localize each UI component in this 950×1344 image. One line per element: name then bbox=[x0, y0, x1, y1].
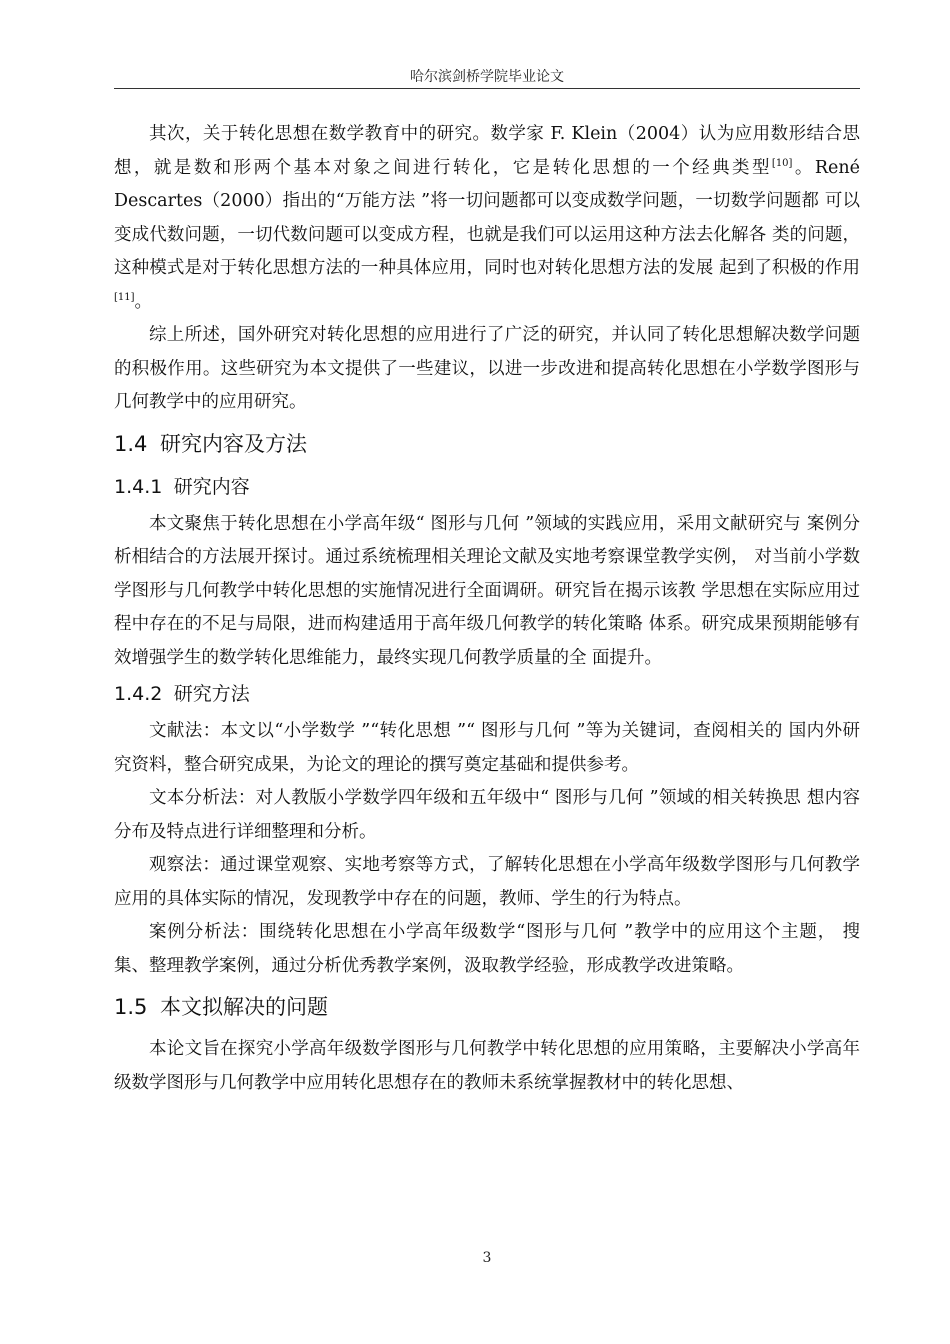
header-divider bbox=[114, 88, 860, 89]
citation-11: [11] bbox=[114, 291, 135, 303]
paragraph-observation-method: 观察法：通过课堂观察、实地考察等方式，了解转化思想在小学高年级数学图形与几何教学应用的具体实际的情况，发现教学中存在的问题，教师、学生的行为特点。 bbox=[114, 855, 860, 909]
heading-1-4-1: 1.4.1 研究内容 bbox=[114, 475, 250, 498]
document-body bbox=[114, 118, 860, 1100]
page-header: 哈尔滨剑桥学院毕业论文 bbox=[410, 69, 564, 85]
paragraph-problems-to-solve: 本论文旨在探究小学高年级数学图形与几何教学中转化思想的应用策略，主要解决小学高年级数学图形与几何教学中应用转化思想存在的教师未系统掌握教材中的转化思想、 bbox=[114, 1039, 860, 1093]
page-number: 3 bbox=[482, 1250, 492, 1266]
paragraph-text-analysis-method: 文本分析法：对人教版小学数学四年级和五年级中“ 图形与几何 ”领域的相关转换思 想内容分布及特点进行详细整理和分析。 bbox=[114, 788, 860, 842]
paragraph-case-analysis-method: 案例分析法：围绕转化思想在小学高年级数学“图形与几何 ”教学中的应用这个主题， 搜集、整理教学案例，通过分析优秀教学案例，汲取教学经验，形成教学改进策略。 bbox=[114, 922, 860, 976]
paragraph-literature-method: 文献法：本文以“小学数学 ”“转化思想 ”“ 图形与几何 ”等为关键词，查阅相关的 国内外研究资料，整合研究成果，为论文的理论的撰写奠定基础和提供参考。 bbox=[114, 721, 860, 775]
heading-1-5: 1.5 本文拟解决的问题 bbox=[114, 995, 328, 1019]
paragraph-transform-thought-research: 其次，关于转化思想在数学教育中的研究。数学家 F. Klein（2004）认为应用数形结合思想，就是数和形两个基本对象之间进行转化，它是转化思想的一个经典类型[10]。René Descartes（2000）指出的“万能方法 ”将一切问题都可以变成数学问题，一切数学问题都 可以变成代数问题，一切代数问题可以变成方程，也就是我们可以运用这种方法去化解各 类的问题，这种模式是对于转化思想方法的一种具体应用，同时也对转化思想方法的发展 起到了积极的作用[11]。 bbox=[114, 124, 860, 312]
paragraph-research-content: 本文聚焦于转化思想在小学高年级“ 图形与几何 ”领域的实践应用，采用文献研究与 案例分析相结合的方法展开探讨。通过系统梳理相关理论文献及实地考察课堂教学实例， 对当前小学数学图形与几何教学中转化思想的实施情况进行全面调研。研究旨在揭示该教 学思想在实际应用过程中存在的不足与局限，进而构建适用于高年级几何教学的转化策略 体系。研究成果预期能够有效增强学生的数学转化思维能力，最终实现几何教学质量的全 面提升。 bbox=[114, 513, 860, 668]
heading-1-4: 1.4 研究内容及方法 bbox=[114, 431, 307, 456]
paragraph-summary: 综上所述，国外研究对转化思想的应用进行了广泛的研究，并认同了转化思想解决数学问题的积极作用。这些研究为本文提供了一些建议，以进一步改进和提高转化思想在小学数学图形与几何教学中的应用研究。 bbox=[114, 325, 860, 412]
citation-10: [10] bbox=[771, 157, 793, 169]
heading-1-4-2: 1.4.2 研究方法 bbox=[114, 683, 250, 705]
